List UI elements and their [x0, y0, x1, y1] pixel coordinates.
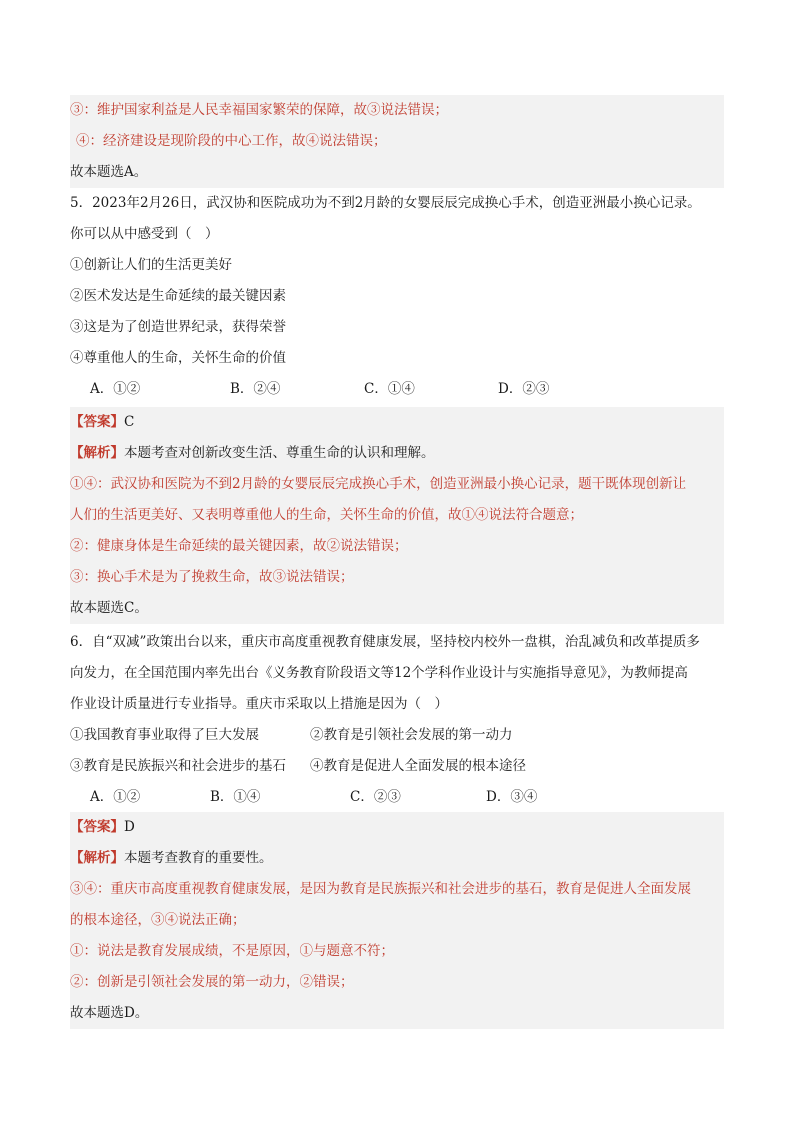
analysis-line: ③：换心手术是为了挽救生命，故③说法错误； — [70, 569, 354, 585]
analysis-line: ②：创新是引领社会发展的第一动力，②错误； — [70, 974, 354, 990]
analysis-tag: 【解析】 — [70, 850, 124, 866]
analysis-conclusion: 故本题选A。 — [70, 164, 148, 180]
analysis-conclusion: 故本题选C。 — [70, 600, 148, 616]
analysis-line: ③④：重庆市高度重视教育健康发展，是因为教育是民族振兴和社会进步的基石，教育是促进人全面发展 — [70, 881, 691, 897]
answer-tag: 【答案】 — [70, 819, 124, 835]
question-item: ④教育是促进人全面发展的根本途径 — [310, 758, 526, 774]
question-stem: 6．自“双减”政策出台以来，重庆市高度重视教育健康发展，坚持校内校外一盘棋，治乱减负和改革提质多 — [70, 634, 700, 650]
analysis-line: ①：说法是教育发展成绩，不是原因，①与题意不符； — [70, 943, 394, 959]
analysis-conclusion: 故本题选D。 — [70, 1005, 149, 1021]
prev-analysis-block — [70, 95, 724, 188]
answer-tag: 【答案】 — [70, 414, 124, 430]
option-a: A．①② — [90, 381, 141, 397]
q5-solution-block — [70, 407, 724, 624]
question-item: ①我国教育事业取得了巨大发展 — [70, 727, 259, 743]
analysis-intro: 本题考查对创新改变生活、尊重生命的认识和理解。 — [124, 445, 435, 461]
question-5 — [70, 188, 724, 405]
question-stem: 向发力，在全国范围内率先出台《义务教育阶段语文等12个学科作业设计与实施指导意见》，为教师提高 — [70, 665, 688, 681]
question-stem: 你可以从中感受到（ ） — [70, 226, 219, 242]
question-items-row — [70, 751, 724, 782]
answer-line — [70, 812, 724, 843]
option-d: D．②③ — [498, 381, 550, 397]
analysis-line: ④：经济建设是现阶段的中心工作，故④说法错误； — [76, 133, 387, 149]
answer-options — [70, 782, 724, 813]
analysis-line: 人们的生活更美好、又表明尊重他人的生命，关怀生命的价值，故①④说法符合题意； — [70, 507, 583, 523]
question-item: ②医术发达是生命延续的最关键因素 — [70, 288, 286, 304]
analysis-intro-line — [70, 843, 724, 874]
question-item: ③这是为了创造世界纪录，获得荣誉 — [70, 319, 286, 335]
answer-line — [70, 407, 724, 438]
analysis-intro-line — [70, 438, 724, 469]
question-item: ②教育是引领社会发展的第一动力 — [310, 727, 513, 743]
question-item: ①创新让人们的生活更美好 — [70, 257, 232, 273]
question-item: ③教育是民族振兴和社会进步的基石 — [70, 758, 286, 774]
option-d: D．③④ — [486, 789, 538, 805]
option-c: C．①④ — [364, 381, 415, 397]
analysis-tag: 【解析】 — [70, 445, 124, 461]
analysis-intro: 本题考查教育的重要性。 — [124, 850, 273, 866]
option-a: A．①② — [90, 789, 141, 805]
question-items-row — [70, 720, 724, 751]
question-6 — [70, 627, 724, 813]
answer-value: D — [124, 819, 135, 835]
answer-value: C — [124, 414, 135, 430]
option-b: B．②④ — [230, 381, 281, 397]
q6-solution-block — [70, 812, 724, 1029]
option-b: B．①④ — [210, 789, 261, 805]
question-item: ④尊重他人的生命，关怀生命的价值 — [70, 350, 286, 366]
option-c: C．②③ — [350, 789, 401, 805]
analysis-line: ①④：武汉协和医院为不到2月龄的女婴辰辰完成换心手术，创造亚洲最小换心记录，题干既体现创新让 — [70, 476, 687, 492]
analysis-line: ②：健康身体是生命延续的最关键因素，故②说法错误； — [70, 538, 408, 554]
question-stem: 作业设计质量进行专业指导。重庆市采取以上措施是因为（ ） — [70, 696, 448, 712]
question-stem: 5．2023年2月26日，武汉协和医院成功为不到2月龄的女婴辰辰完成换心手术，创造亚洲最小换心记录。 — [70, 195, 701, 211]
answer-options — [70, 374, 724, 405]
analysis-line: ③：维护国家利益是人民幸福国家繁荣的保障，故③说法错误； — [70, 102, 448, 118]
analysis-line: 的根本途径，③④说法正确； — [70, 912, 246, 928]
